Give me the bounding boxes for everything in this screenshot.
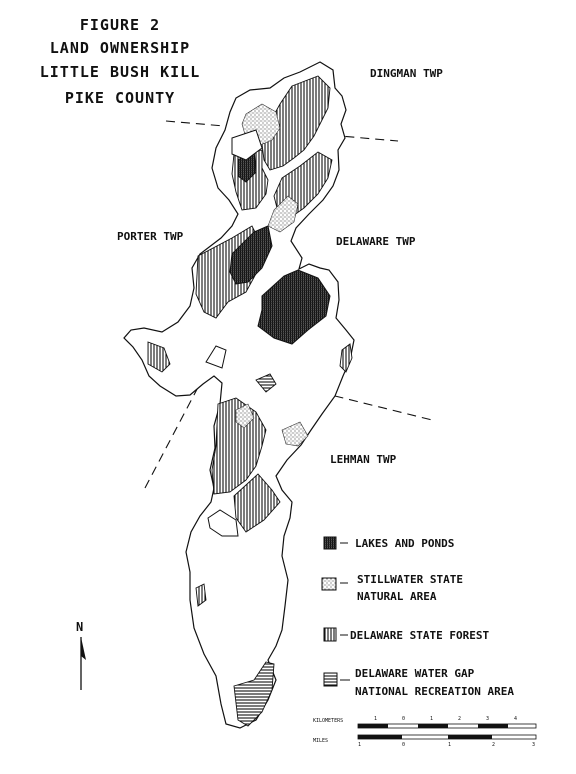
legend-swatch-forest — [324, 628, 336, 641]
scale-km-tick: 4 — [514, 716, 518, 722]
scale-mile-tick: 0 — [402, 742, 406, 748]
scale-mile-ticks — [358, 742, 535, 748]
township-label-lehman: LEHMAN TWP — [330, 453, 397, 466]
scale-km-tick: 3 — [486, 716, 490, 722]
title-line-4: PIKE COUNTY — [64, 89, 176, 107]
legend-label-stillwater-1: STILLWATER STATE — [357, 573, 463, 586]
title-line-1: FIGURE 2 — [79, 16, 161, 34]
township-label-delaware: DELAWARE TWP — [336, 235, 416, 248]
legend-swatch-lakes — [324, 537, 336, 549]
scale-miles-label: MILES — [313, 738, 329, 744]
title-line-3: LITTLE BUSH KILL — [39, 63, 201, 81]
legend-swatch-dwg — [324, 673, 337, 686]
title-block — [40, 16, 201, 107]
scale-km-label: KILOMETERS — [313, 718, 344, 724]
township-label-dingman: DINGMAN TWP — [370, 67, 443, 80]
legend-label-stillwater-2: NATURAL AREA — [357, 590, 437, 603]
township-label-porter: PORTER TWP — [117, 230, 184, 243]
scale-km-tick: 1 — [430, 716, 434, 722]
scale-km-tick: 2 — [458, 716, 462, 722]
scale-mile-tick: 2 — [492, 742, 496, 748]
title-line-2: LAND OWNERSHIP — [49, 39, 191, 57]
legend — [322, 537, 514, 698]
scale-km-tick: 0 — [402, 716, 406, 722]
scale-mile-tick: 3 — [532, 742, 536, 748]
north-arrow-icon — [81, 637, 86, 660]
legend-label-lakes: LAKES AND PONDS — [355, 537, 455, 550]
legend-label-dwg-1: DELAWARE WATER GAP — [355, 667, 475, 680]
legend-label-dwg-2: NATIONAL RECREATION AREA — [355, 685, 514, 698]
legend-label-forest: DELAWARE STATE FOREST — [350, 629, 490, 642]
scale-mile-tick: 1 — [358, 742, 362, 748]
scale-mile-tick: 1 — [448, 742, 452, 748]
north-arrow — [76, 620, 86, 690]
north-arrow-label: N — [76, 620, 84, 634]
scale-bar — [313, 716, 536, 748]
scale-km-tick: 1 — [374, 716, 378, 722]
legend-swatch-stillwater — [322, 578, 336, 590]
scale-km-ticks — [374, 716, 517, 722]
